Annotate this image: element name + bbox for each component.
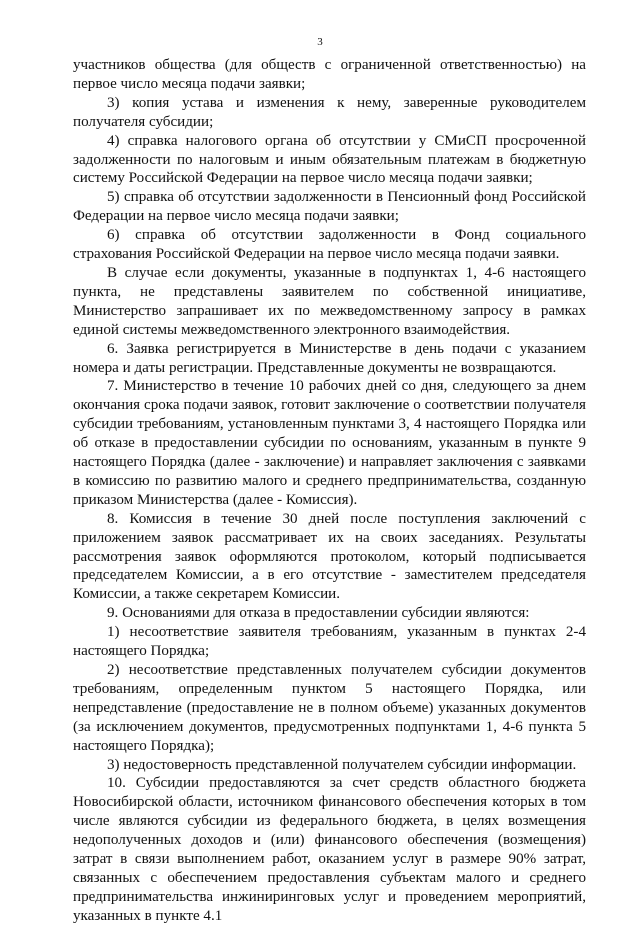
refusal-ground-1: 1) несоответствие заявителя требованиям, указанным в пунктах 2-4 настоящего Порядка; [73,624,586,660]
page-number: 3 [317,36,323,48]
refusal-ground-3: 3) недостоверность представленной получателем субсидии информации. [107,756,577,773]
clause-6-registration: 6. Заявка регистрируется в Министерстве в день подачи с указанием номера и даты регистрации. Представленные документы не возвращаются. [73,340,586,376]
list-item-4-tax-certificate: 4) справка налогового органа об отсутствии у СМиСП просроченной задолженности по налоговым и иным обязательным платежам в бюджетную систему Российской Федерации на первое число месяца подачи заявки; [73,132,586,187]
list-item-6-social-insurance-certificate: 6) справка об отсутствии задолженности в Фонд социального страхования Российской Федерации на первое число месяца подачи заявки. [73,227,586,263]
clause-9-refusal-grounds: 9. Основаниями для отказа в предоставлении субсидии являются: [107,605,530,622]
clause-7-ministry-conclusion: 7. Министерство в течение 10 рабочих дней со дня, следующего за днем окончания срока подачи заявок, готовит заключение о соответствии получателя субсидии требованиям, установленным пунктами 3, 4 настоящего Порядка или об отказе в предоставлении субсидии по основаниям, указанным в пункте 9 настоящего Порядка (далее - заключение) и направляет заключения с заявками в комиссию по развитию малого и среднего предпринимательства, созданную приказом Министерства (далее - Комиссия). [73,378,586,508]
document-body [73,56,586,926]
paragraph-continuation: участников общества (для обществ с ограниченной ответственностью) на первое число месяца подачи заявки; [73,57,586,92]
refusal-ground-2: 2) несоответствие представленных получателем субсидии документов требованиям, определенным пунктом 5 настоящего Порядка, или непредставление (предоставление не в полном объеме) указанных документов (за исключением документов, предусмотренных подпунктами 1, 4-6 пункта 5 настоящего Порядка); [73,662,586,754]
list-item-5-pension-fund-certificate: 5) справка об отсутствии задолженности в Пенсионный фонд Российской Федерации на первое число месяца подачи заявки; [73,189,586,225]
paragraph-interagency-request: В случае если документы, указанные в подпунктах 1, 4-6 настоящего пункта, не представлены заявителем по собственной инициативе, Министерство запрашивает их по межведомственному запросу в рамках единой системы межведомственного электронного взаимодействия. [73,264,586,338]
clause-8-commission-review: 8. Комиссия в течение 30 дней после поступления заключений с приложением заявок рассматривает их на своих заседаниях. Результаты рассмотрения заявок оформляются протоколом, который подписывается председателем Комиссии, а в его отсутствие - заместителем председателя Комиссии, а также секретарем Комиссии. [73,510,586,603]
list-item-3-charter-copy: 3) копия устава и изменения к нему, заверенные руководителем получателя субсидии; [73,94,586,130]
clause-10-subsidy-funding: 10. Субсидии предоставляются за счет средств областного бюджета Новосибирской области, источником финансового обеспечения которых в том числе являются субсидии из федерального бюджета, в целях возмещения недополученных доходов и (или) финансового обеспечения (возмещения) затрат в связи выполнением работ, оказанием услуг в размере 90% затрат, связанных с обеспечением предоставления субъектам малого и среднего предпринимательства инжиниринговых услуг и проведением мероприятий, указанных в пункте 4.1 [73,775,586,924]
